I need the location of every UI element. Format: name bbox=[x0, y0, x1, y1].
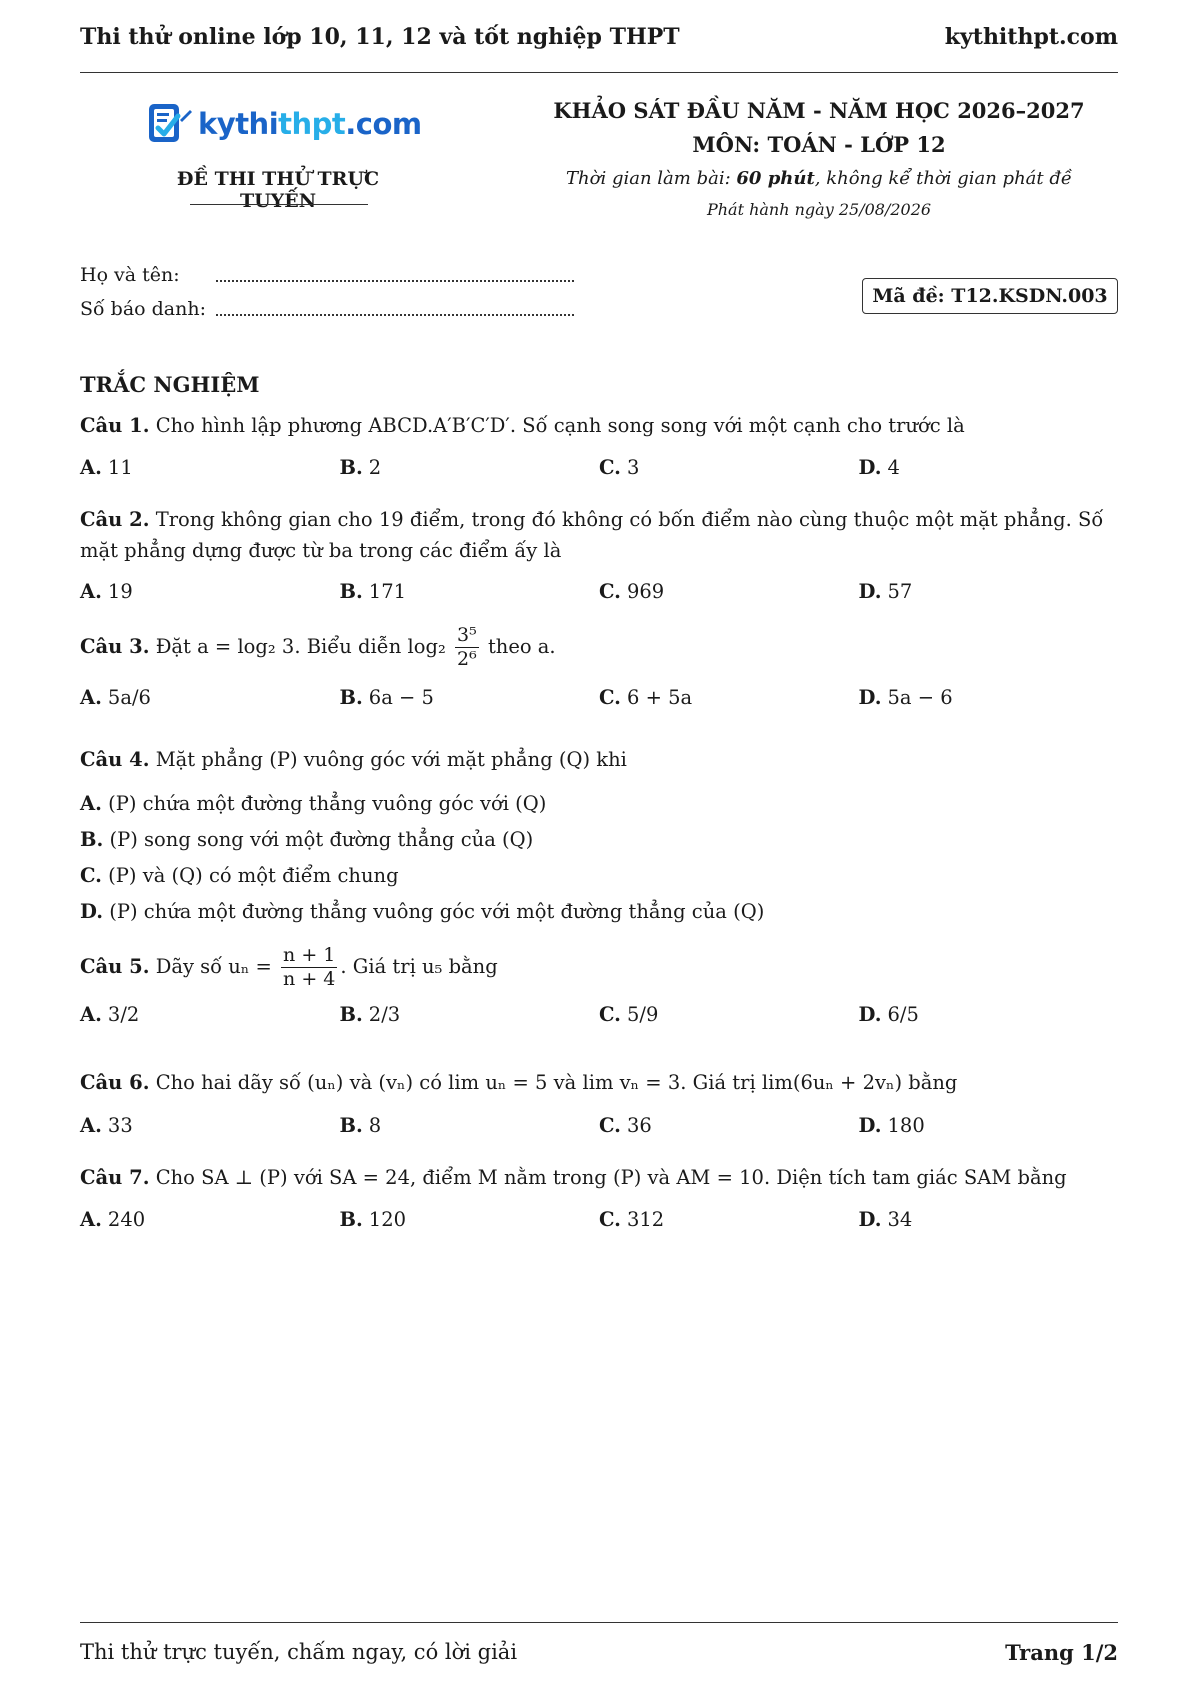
page-footer bbox=[80, 1640, 1118, 1665]
answer-option[interactable]: D. 5a − 6 bbox=[858, 686, 953, 709]
exam-code-box: Mã đề: T12.KSDN.003 bbox=[862, 278, 1118, 314]
answer-option[interactable]: A. 33 bbox=[80, 1114, 133, 1137]
answer-option[interactable]: C. 6 + 5a bbox=[599, 686, 693, 709]
footer-divider bbox=[80, 1622, 1118, 1623]
footer-slogan: Thi thử trực tuyến, chấm ngay, có lời giải bbox=[80, 1640, 518, 1664]
candidate-id-label: Số báo danh: bbox=[80, 298, 207, 320]
question-2-options bbox=[80, 580, 1118, 603]
exam-issue-date: Phát hành ngày 25/08/2026 bbox=[706, 200, 932, 219]
answer-option[interactable]: A. 3/2 bbox=[80, 1003, 140, 1026]
question-3: Câu 3. Đặt a = log₂ 3. Biểu diễn log₂ $\frac{\text{3⁵}}{\text{2⁶}}$ theo a. bbox=[80, 624, 556, 670]
exam-page bbox=[80, 0, 1118, 1684]
top-divider bbox=[80, 72, 1118, 73]
answer-option[interactable]: B. 120 bbox=[339, 1208, 407, 1231]
page-number: Trang 1/2 bbox=[1005, 1640, 1118, 1665]
question-2: Câu 2. Trong không gian cho 19 điểm, trong đó không có bốn điểm nào cùng thuộc một mặt phẳng. Số mặt phẳng dựng được từ ba trong các điểm ấy là bbox=[80, 508, 1104, 562]
exam-header bbox=[520, 96, 1118, 226]
checklist-logo-icon bbox=[146, 100, 194, 148]
exam-title: KHẢO SÁT ĐẦU NĂM - NĂM HỌC 2026–2027 bbox=[553, 98, 1085, 123]
top-bar-site: kythithpt.com bbox=[944, 24, 1118, 50]
fraction: $\frac{\text{3⁵}}{\text{2⁶}}$ bbox=[457, 624, 477, 670]
question-6: Câu 6. Cho hai dãy số (uₙ) và (vₙ) có lim uₙ = 5 và lim vₙ = 3. Giá trị lim(6uₙ + 2vₙ) bằng bbox=[80, 1071, 958, 1094]
candidate-id-blank[interactable] bbox=[216, 312, 574, 316]
exam-type-subtitle: ĐỀ THI THỬ TRỰC TUYẾN bbox=[176, 168, 380, 212]
answer-option[interactable]: C. 969 bbox=[599, 580, 665, 603]
question-7: Câu 7. Cho SA ⊥ (P) với SA = 24, điểm M nằm trong (P) và AM = 10. Diện tích tam giác SAM bằng bbox=[80, 1166, 1067, 1189]
top-bar bbox=[80, 20, 1118, 54]
answer-option[interactable]: C. 36 bbox=[599, 1114, 652, 1137]
answer-option[interactable]: D. 57 bbox=[858, 580, 913, 603]
name-field[interactable] bbox=[80, 264, 574, 286]
question-4: Câu 4. Mặt phẳng (P) vuông góc với mặt phẳng (Q) khi bbox=[80, 748, 627, 771]
question-1: Câu 1. Cho hình lập phương ABCD.A′B′C′D′. Số cạnh song song với một cạnh cho trước là bbox=[80, 414, 965, 437]
question-5-options bbox=[80, 1003, 1118, 1026]
exam-duration: Thời gian làm bài: 60 phút, không kể thời gian phát đề bbox=[566, 168, 1072, 189]
question-7-options bbox=[80, 1208, 1118, 1231]
exam-subject: MÔN: TOÁN - LỚP 12 bbox=[692, 132, 946, 157]
answer-option[interactable]: A. 5a/6 bbox=[80, 686, 151, 709]
answer-option[interactable]: C. 312 bbox=[599, 1208, 665, 1231]
answer-option[interactable]: D. 34 bbox=[858, 1208, 913, 1231]
question-5: Câu 5. Dãy số uₙ = $\frac{n + 1}{n + 4}$ . Giá trị u₅ bằng bbox=[80, 944, 498, 990]
question-1-options bbox=[80, 456, 1118, 479]
answer-option[interactable]: D. (P) chứa một đường thẳng vuông góc với một đường thẳng của (Q) bbox=[80, 900, 765, 923]
answer-option[interactable]: D. 4 bbox=[858, 456, 900, 479]
answer-option[interactable]: A. 240 bbox=[80, 1208, 146, 1231]
subtitle-underline bbox=[190, 204, 368, 205]
name-blank[interactable] bbox=[216, 278, 574, 282]
answer-option[interactable]: B. 171 bbox=[339, 580, 407, 603]
site-logo bbox=[146, 100, 422, 148]
answer-option[interactable]: D. 6/5 bbox=[858, 1003, 919, 1026]
answer-option[interactable]: B. 2 bbox=[339, 456, 382, 479]
question-6-options bbox=[80, 1114, 1118, 1137]
answer-option[interactable]: D. 180 bbox=[858, 1114, 925, 1137]
answer-option[interactable]: B. (P) song song với một đường thẳng của (Q) bbox=[80, 828, 534, 851]
answer-option[interactable]: A. (P) chứa một đường thẳng vuông góc với (Q) bbox=[80, 792, 547, 815]
fraction: $\frac{n + 1}{n + 4}$ bbox=[283, 944, 336, 990]
answer-option[interactable]: C. 3 bbox=[599, 456, 640, 479]
answer-option[interactable]: C. (P) và (Q) có một điểm chung bbox=[80, 864, 399, 887]
answer-option[interactable]: A. 19 bbox=[80, 580, 133, 603]
logo-wordmark: kythithpt.com bbox=[198, 107, 422, 141]
question-3-options bbox=[80, 686, 1118, 709]
answer-option[interactable]: B. 2/3 bbox=[339, 1003, 401, 1026]
candidate-id-field[interactable] bbox=[80, 298, 574, 320]
answer-option[interactable]: C. 5/9 bbox=[599, 1003, 659, 1026]
answer-option[interactable]: B. 6a − 5 bbox=[339, 686, 434, 709]
name-label: Họ và tên: bbox=[80, 264, 180, 286]
section-title: TRẮC NGHIỆM bbox=[80, 372, 260, 397]
answer-option[interactable]: A. 11 bbox=[80, 456, 133, 479]
top-bar-title: Thi thử online lớp 10, 11, 12 và tốt nghiệp THPT bbox=[80, 24, 680, 50]
answer-option[interactable]: B. 8 bbox=[339, 1114, 382, 1137]
